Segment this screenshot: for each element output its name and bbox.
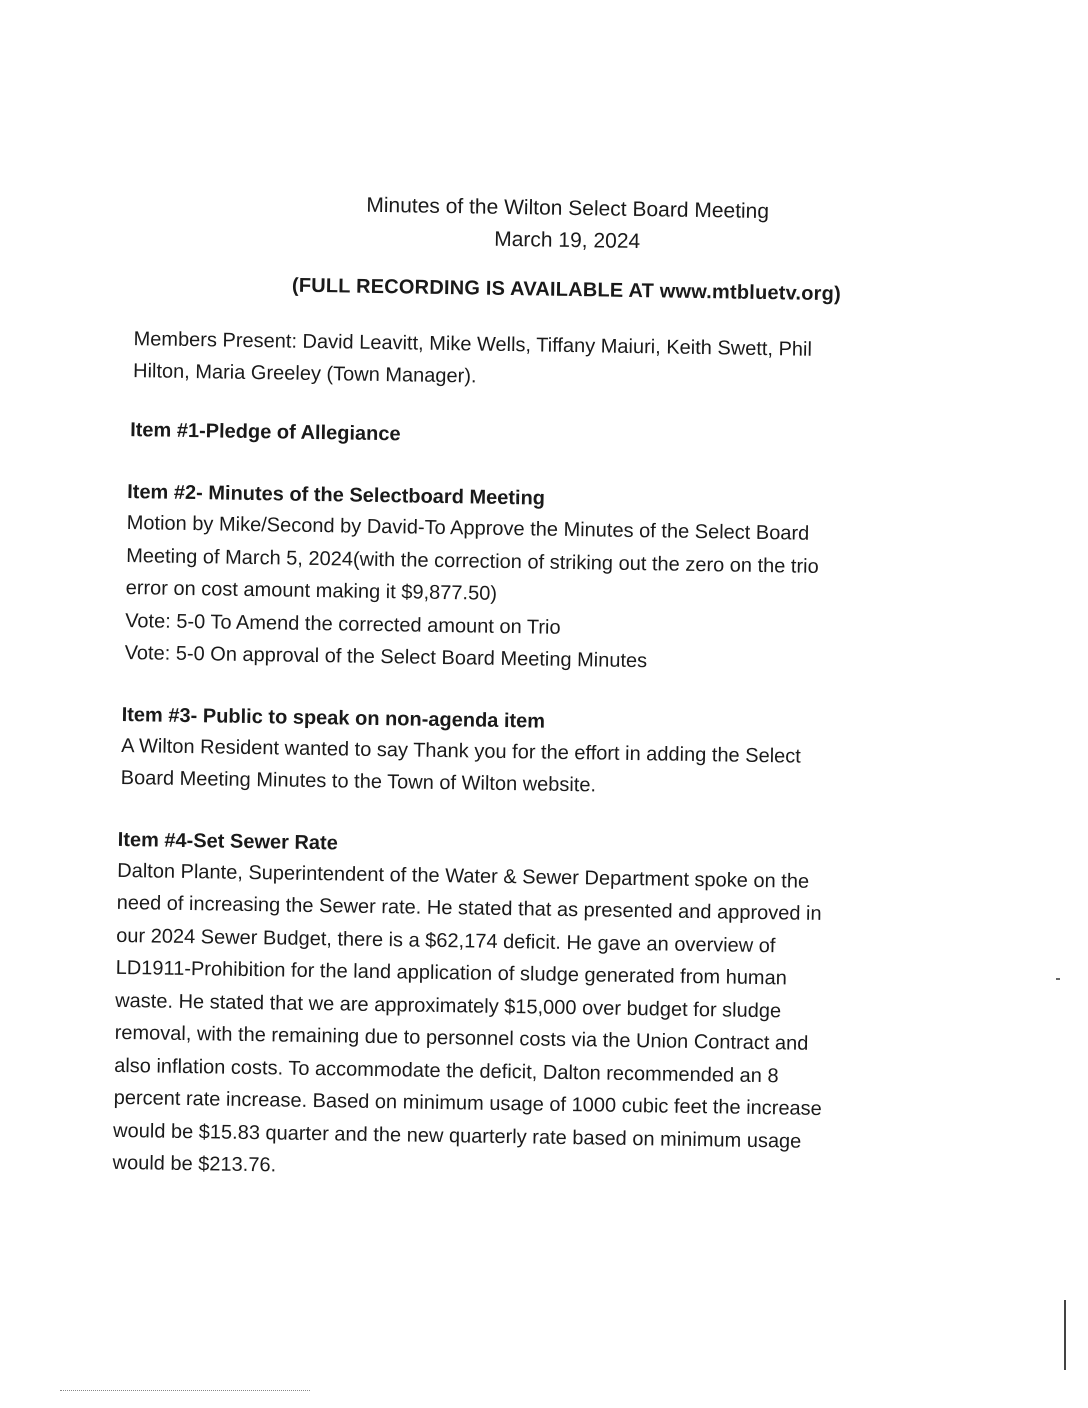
item-2-vote-approval: Vote: 5-0 On approval of the Select Board Meeting Minutes — [124, 642, 648, 673]
scan-artifact-dots — [60, 1388, 310, 1391]
item-3-heading: Item #3- Public to speak on non-agenda item — [121, 703, 546, 733]
scan-artifact-dot — [1056, 978, 1060, 980]
item-3-line: A Wilton Resident wanted to say Thank you for the effort in adding the Select — [121, 734, 801, 768]
members-line-1: Members Present: David Leavitt, Mike Wells, Tiffany Maiuri, Keith Swett, Phil — [133, 328, 813, 361]
item-1-heading: Item #1-Pledge of Allegiance — [129, 419, 401, 446]
minutes-document — [112, 186, 948, 1192]
item-2-line: error on cost amount making it $9,877.50) — [125, 577, 498, 605]
item-4-line: removal, with the remaining due to personnel costs via the Union Contract and — [114, 1021, 809, 1055]
item-4-line: would be $15.83 quarter and the new quarterly rate based on minimum usage — [112, 1119, 802, 1153]
item-4-body — [112, 854, 937, 1192]
item-4-line: our 2024 Sewer Budget, there is a $62,174 deficit. He gave an overview of — [116, 924, 776, 957]
meeting-date: March 19, 2024 — [494, 227, 641, 254]
document-title — [187, 187, 948, 263]
item-4-line: would be $213.76. — [112, 1151, 277, 1177]
item-3-line: Board Meeting Minutes to the Town of Wilton website. — [120, 766, 597, 797]
item-3-body — [120, 729, 939, 807]
item-4-line: Dalton Plante, Superintendent of the Water & Sewer Department spoke on the — [117, 859, 810, 893]
item-2-line: Motion by Mike/Second by David-To Approve the Minutes of the Select Board — [126, 512, 810, 545]
item-4-heading: Item #4-Set Sewer Rate — [117, 828, 338, 854]
item-4-line: also inflation costs. To accommodate the deficit, Dalton recommended an 8 — [114, 1054, 779, 1087]
members-present — [133, 323, 946, 400]
item-4 — [112, 824, 937, 1192]
item-4-line: waste. He stated that we are approximately $15,000 over budget for sludge — [115, 989, 782, 1022]
item-2-vote-amend: Vote: 5-0 To Amend the corrected amount on Trio — [125, 609, 561, 639]
item-4-line: need of increasing the Sewer rate. He stated that as presented and approved in — [116, 891, 822, 925]
item-3 — [120, 699, 939, 807]
item-4-line: percent rate increase. Based on minimum usage of 1000 cubic feet the increase — [113, 1086, 822, 1121]
scan-artifact-margin-line — [1064, 1300, 1066, 1370]
item-2 — [124, 477, 943, 682]
item-1 — [130, 415, 944, 458]
recording-notice: (FULL RECORDING IS AVAILABLE AT www.mtbluetv.org) — [291, 274, 842, 306]
item-2-line: Meeting of March 5, 2024(with the correction of striking out the zero on the trio — [126, 544, 819, 578]
item-2-body — [124, 507, 942, 682]
item-4-line: LD1911-Prohibition for the land application of sludge generated from human — [115, 956, 787, 990]
item-2-heading: Item #2- Minutes of the Selectboard Meeting — [127, 481, 546, 510]
title-line-1: Minutes of the Wilton Select Board Meeting — [366, 193, 770, 224]
members-line-2: Hilton, Maria Greeley (Town Manager). — [132, 360, 477, 388]
